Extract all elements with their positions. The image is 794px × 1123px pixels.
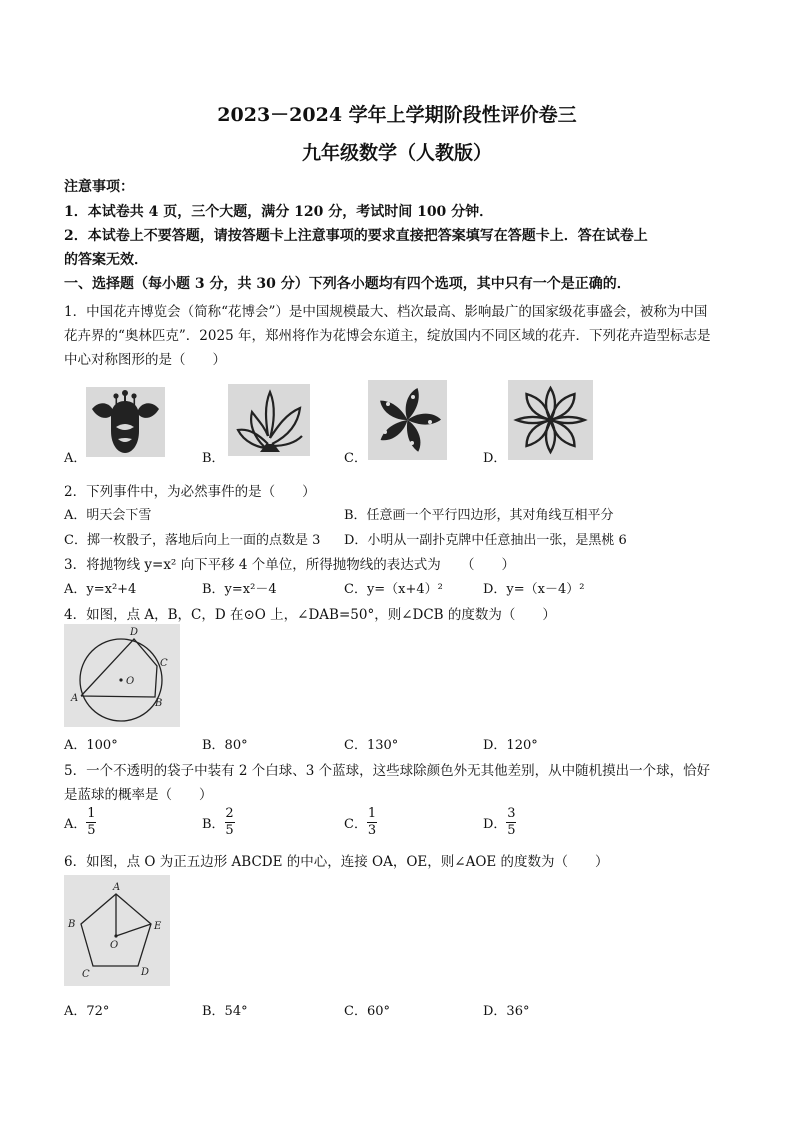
q5-option-d-label: D． bbox=[483, 817, 507, 832]
q4-option-d: D．120° bbox=[483, 738, 538, 753]
q5-option-c bbox=[344, 806, 377, 839]
q1-stem-line3: 中心对称图形的是（ ） bbox=[64, 352, 226, 368]
q4-label-d: D bbox=[130, 627, 139, 638]
q5-option-c-fraction bbox=[367, 806, 377, 839]
q3-option-d: D．y=（x－4）² bbox=[483, 582, 585, 597]
q1-stem-line2: 花卉界的“奥林匹克”．2025 年，郑州将作为花博会东道主，绽放国内不同区域的花卉．下列花卉造型标志是 bbox=[64, 328, 711, 344]
q6-label-d: D bbox=[141, 967, 150, 978]
q2-option-c: C．掷一枚骰子，落地后向上一面的点数是 3 bbox=[64, 533, 321, 548]
q5-option-c-label: C． bbox=[344, 817, 367, 832]
q1-option-d-label: D． bbox=[483, 451, 507, 466]
q6-label-b: B bbox=[68, 919, 76, 930]
q5-option-b bbox=[202, 806, 235, 839]
q6-label-c: C bbox=[82, 969, 90, 980]
q2-option-d: D．小明从一副扑克牌中任意抽出一张，是黑桃 6 bbox=[344, 533, 627, 548]
section-1-heading: 一、选择题（每小题 3 分，共 30 分）下列各小题均有四个选项，其中只有一个是正确的． bbox=[64, 276, 631, 292]
q1-option-c-label: C． bbox=[344, 451, 367, 466]
q4-option-b: B．80° bbox=[202, 738, 248, 753]
q6-label-e: E bbox=[154, 921, 162, 932]
q5-option-c-numerator: 1 bbox=[367, 806, 377, 821]
flower-c-image bbox=[368, 380, 447, 460]
q5-option-d bbox=[483, 806, 516, 839]
notes-item-1: 1．本试卷共 4 页，三个大题，满分 120 分，考试时间 100 分钟． bbox=[64, 204, 494, 220]
q4-option-a: A．100° bbox=[64, 738, 118, 753]
notes-heading: 注意事项： bbox=[64, 179, 134, 195]
notes-item-2: 2．本试卷上不要答题，请按答题卡上注意事项的要求直接把答案填写在答题卡上．答在试卷上 bbox=[64, 228, 648, 244]
q3-option-a: A．y=x²+4 bbox=[64, 582, 137, 597]
q5-stem-line2: 是蓝球的概率是（ ） bbox=[64, 787, 213, 803]
q4-option-c: C．130° bbox=[344, 738, 399, 753]
q5-option-d-denominator: 5 bbox=[507, 823, 516, 838]
q4-circle-figure bbox=[64, 624, 180, 727]
q4-label-o: O bbox=[126, 676, 135, 687]
q5-option-a bbox=[64, 806, 96, 839]
q6-option-b: B．54° bbox=[202, 1004, 248, 1019]
q2-option-b: B．任意画一个平行四边形，其对角线互相平分 bbox=[344, 508, 614, 523]
exam-title: 2023－2024 学年上学期阶段性评价卷三 bbox=[217, 104, 577, 126]
q5-option-b-label: B． bbox=[202, 817, 225, 832]
q2-option-a: A．明天会下雪 bbox=[64, 508, 152, 523]
q1-option-b-label: B． bbox=[202, 451, 225, 466]
q5-option-a-label: A． bbox=[64, 817, 87, 832]
q5-option-b-numerator: 2 bbox=[225, 806, 234, 821]
q3-option-c: C．y=（x+4）² bbox=[344, 582, 443, 597]
q3-option-b: B．y=x²－4 bbox=[202, 582, 277, 597]
q5-option-d-numerator: 3 bbox=[507, 806, 516, 821]
q3-stem: 3．将抛物线 y=x² 向下平移 4 个单位，所得抛物线的表达式为 （ ） bbox=[64, 557, 516, 573]
q6-option-c: C．60° bbox=[344, 1004, 390, 1019]
q5-option-a-numerator: 1 bbox=[87, 806, 96, 821]
q6-option-d: D．36° bbox=[483, 1004, 530, 1019]
q1-stem-line1: 1．中国花卉博览会（简称“花博会”）是中国规模最大、档次最高、影响最广的国家级花事盛会，被称为中国 bbox=[64, 304, 708, 320]
notes-item-2-cont: 的答案无效． bbox=[64, 252, 148, 268]
q6-option-a: A．72° bbox=[64, 1004, 110, 1019]
flower-d-image bbox=[508, 380, 593, 460]
q4-label-a: A bbox=[71, 693, 79, 704]
q4-stem: 4．如图，点 A，B，C，D 在⊙O 上，∠DAB=50°，则∠DCB 的度数为（ ） bbox=[64, 607, 556, 623]
q5-option-b-fraction bbox=[225, 806, 235, 839]
q2-stem: 2．下列事件中，为必然事件的是（ ） bbox=[64, 484, 316, 500]
q5-option-a-fraction bbox=[86, 806, 96, 839]
q5-option-a-denominator: 5 bbox=[87, 823, 96, 838]
q5-stem-line1: 5．一个不透明的袋子中装有 2 个白球、3 个蓝球，这些球除颜色外无其他差别，从中随机摸出一个球，恰好 bbox=[64, 763, 711, 779]
q6-label-a: A bbox=[113, 882, 121, 893]
q5-option-b-denominator: 5 bbox=[225, 823, 234, 838]
q1-option-a-label: A． bbox=[64, 451, 87, 466]
q4-label-b: B bbox=[155, 698, 163, 709]
q4-label-c: C bbox=[160, 658, 168, 669]
flower-a-image bbox=[86, 387, 165, 457]
q6-stem: 6．如图，点 O 为正五边形 ABCDE 的中心，连接 OA，OE，则∠AOE 的度数为（ ） bbox=[64, 854, 609, 870]
q5-option-d-fraction bbox=[506, 806, 516, 839]
flower-b-image bbox=[228, 384, 310, 456]
exam-subtitle: 九年级数学（人教版） bbox=[301, 142, 492, 164]
q5-option-c-denominator: 3 bbox=[367, 823, 377, 838]
q6-pentagon-figure bbox=[64, 875, 170, 986]
q6-label-o: O bbox=[110, 940, 119, 951]
